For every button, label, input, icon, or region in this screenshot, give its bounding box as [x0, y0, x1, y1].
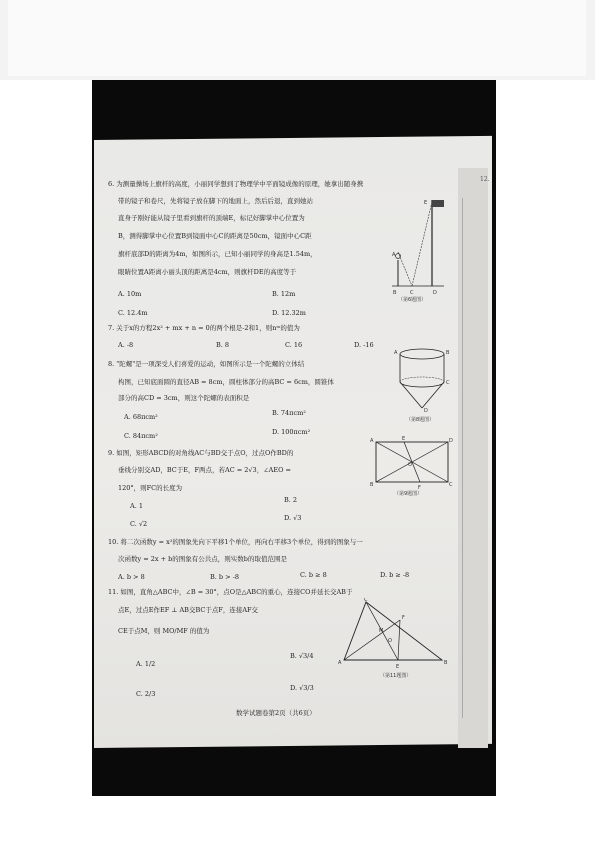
top-band: [0, 0, 595, 80]
svg-text:M: M: [379, 628, 384, 634]
q7-option-d: D. -16: [354, 341, 374, 349]
q8-line-1: 8. "陀螺"是一项深受人们喜爱的运动，如图所示是一个陀螺的立体结: [108, 360, 305, 368]
svg-text:A: A: [394, 350, 398, 356]
q11-option-b: B. √3/4: [290, 652, 314, 660]
q9-option-a: A. 1: [130, 502, 143, 510]
q10-option-b: B. b > -8: [210, 573, 239, 581]
next-question-number: 12.: [480, 176, 490, 183]
svg-text:F: F: [402, 615, 405, 621]
q9-figure: [370, 436, 454, 498]
svg-text:A: A: [338, 660, 342, 666]
q9-line-2: 垂线分别交AD，BC于E，F两点，若AC = 2√3，∠AEO =: [118, 466, 291, 474]
q9-line-3: 120°，则FC的长度为: [118, 484, 183, 492]
svg-text:B: B: [444, 660, 448, 666]
top-band-inner: [8, 0, 586, 76]
svg-text:B: B: [446, 350, 450, 356]
q6-line-4: B，测得脚掌中心位置B到镜面中心C的距离是50cm，镜面中心C距: [118, 232, 312, 240]
svg-text:A: A: [392, 252, 396, 258]
q9-caption: （第9题图）: [394, 491, 423, 497]
q7-option-c: C. 16: [285, 341, 303, 349]
margin-line: [462, 198, 463, 718]
svg-text:E: E: [424, 200, 428, 206]
svg-text:E: E: [402, 436, 406, 442]
q8-option-d: D. 100πcm²: [272, 428, 311, 436]
svg-text:O: O: [388, 638, 392, 644]
q11-figure: [338, 598, 452, 680]
q10-option-a: A. b > 8: [118, 573, 145, 581]
q8-figure: [394, 346, 450, 424]
svg-text:B: B: [393, 290, 397, 296]
q8-option-c: C. 84πcm²: [124, 432, 158, 440]
svg-text:D: D: [449, 438, 453, 444]
q6-line-6: 眼睛位置A距离小丽头顶的距离是4cm，则旗杆DE的高度等于: [118, 268, 297, 276]
svg-text:C: C: [449, 482, 453, 488]
q10-line-1: 10. 将二次函数y = x²的图象先向下平移1个单位，再向右平移3个单位，得到的图象与一: [108, 538, 363, 546]
svg-text:D: D: [424, 408, 428, 414]
q11-line-3: CE于点M，则 MO/MF 的值为: [118, 627, 210, 635]
q8-option-b: B. 74πcm²: [272, 409, 306, 417]
q6-line-5: 旗杆底部D的距离为4m，如图所示，已知小丽同学的身高是1.54m，: [118, 250, 317, 258]
q10-option-d: D. b ≥ -8: [380, 571, 410, 579]
q8-line-2: 构图，已知底面圆的直径AB = 8cm，圆柱体部分的高BC = 6cm，圆锥体: [118, 378, 334, 386]
q6-line-3: 直身子刚好能从镜子里看到旗杆的顶端E，标记好脚掌中心位置为: [118, 214, 305, 222]
q8-caption: （第8题图）: [406, 417, 435, 423]
q9-line-1: 9. 如图，矩形ABCD的对角线AC与BD交于点O，过点O作BD的: [108, 449, 294, 457]
q6-option-d: D. 12.32m: [272, 309, 306, 317]
q6-line-1: 6. 为测量操场上旗杆的高度，小丽同学想到了物理学中平面镜成像的原理，她拿出随身携: [108, 180, 364, 188]
svg-text:D: D: [433, 290, 437, 296]
q6-option-b: B. 12m: [272, 290, 296, 298]
svg-text:A: A: [370, 438, 374, 444]
q8-line-3: 部分的高CD = 3cm，则这个陀螺的表面积是: [118, 394, 250, 402]
q11-option-d: D. √3/3: [290, 684, 314, 692]
svg-text:C: C: [364, 598, 368, 603]
svg-text:C: C: [410, 290, 414, 296]
q11-line-2: 点E，过点E作EF ⊥ AB交BC于点F，连接AF交: [118, 606, 259, 614]
q7-option-a: A. -8: [118, 341, 134, 349]
q9-option-d: D. √3: [284, 514, 302, 522]
page-footer: 数学试题卷第2页（共6页）: [236, 709, 316, 717]
q6-line-2: 带的镜子和卷尺，先将镜子放在脚下的地面上，然后后退，直到她站: [118, 197, 313, 205]
q6-option-a: A. 10m: [118, 290, 142, 298]
q6-figure: [388, 194, 454, 302]
q11-caption: （第11题图）: [380, 673, 412, 679]
svg-text:F: F: [418, 485, 421, 491]
q11-option-a: A. 1/2: [136, 660, 156, 668]
q10-line-2: 次函数y = 2x + b的图象有公共点，则实数b的取值范围是: [118, 555, 287, 563]
q7-question: 7. 关于x的方程2x² + mx + n = 0的两个根是-2和1，则nᵐ的值为: [108, 324, 300, 332]
q11-option-c: C. 2/3: [136, 690, 156, 698]
svg-text:E: E: [396, 664, 400, 670]
q9-option-b: B. 2: [284, 496, 298, 504]
svg-text:B: B: [370, 482, 374, 488]
q8-option-a: A. 68πcm²: [124, 413, 158, 421]
q6-caption: （第6题图）: [398, 297, 427, 302]
q11-line-1: 11. 如图，直角△ABC中，∠B = 30°，点O是△ABC的重心，连接CO并延长交AB于: [108, 588, 353, 596]
q10-option-c: C. b ≥ 8: [300, 571, 327, 579]
q6-option-c: C. 12.4m: [118, 309, 148, 317]
svg-text:C: C: [446, 380, 450, 386]
q7-option-b: B. 8: [216, 341, 230, 349]
svg-text:O: O: [408, 462, 412, 468]
q9-option-c: C. √2: [130, 520, 148, 528]
